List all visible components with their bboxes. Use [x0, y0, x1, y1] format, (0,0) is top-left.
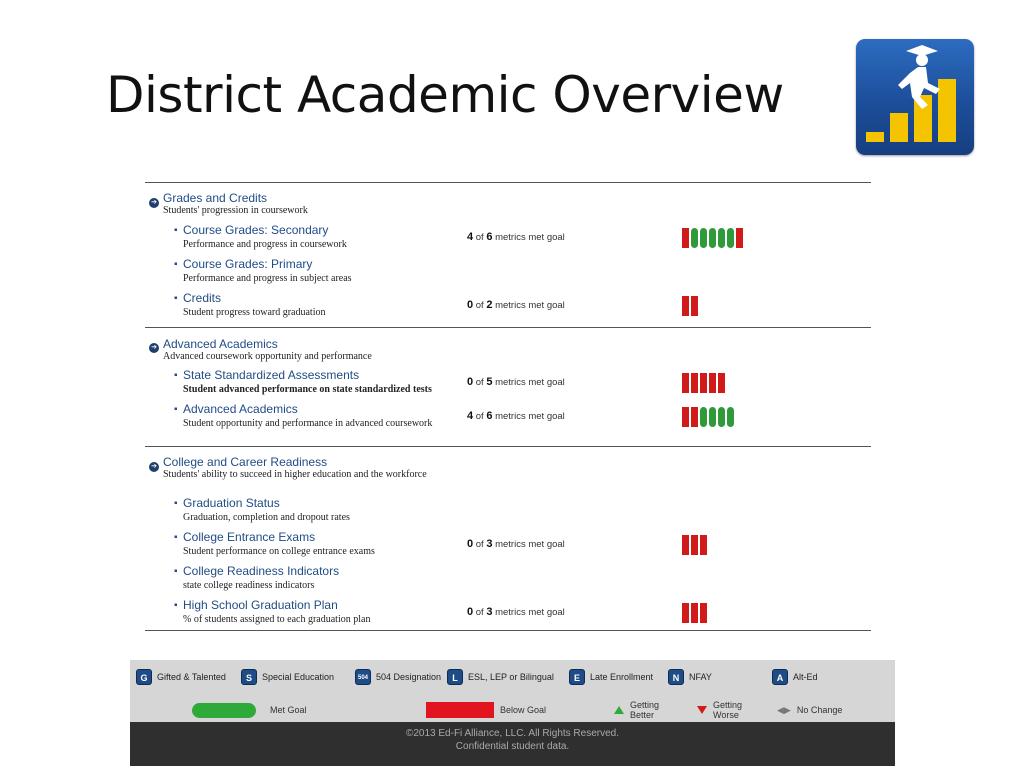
- section-title[interactable]: College and Career Readiness: [163, 455, 328, 469]
- below-goal-bar[interactable]: [700, 373, 707, 393]
- badge-label: Special Education: [262, 672, 335, 682]
- status-bars[interactable]: [682, 535, 707, 555]
- badge-label: Alt-Ed: [793, 672, 818, 682]
- metric-title-link[interactable]: College Entrance Exams: [183, 530, 316, 544]
- section-desc: Advanced coursework opportunity and performance: [163, 351, 372, 362]
- badge-alt-ed: [772, 669, 818, 685]
- below-goal-bar[interactable]: [700, 535, 707, 555]
- badge-label: Late Enrollment: [590, 672, 654, 682]
- met-count: 4: [467, 231, 474, 243]
- getting-worse-line2: Worse: [713, 710, 739, 720]
- below-goal-bar[interactable]: [682, 535, 689, 555]
- bullet-icon: ▪: [174, 225, 178, 236]
- total-count: 2: [486, 299, 493, 311]
- below-goal-bar[interactable]: [682, 603, 689, 623]
- below-goal-bar[interactable]: [718, 373, 725, 393]
- total-count: 5: [486, 376, 493, 388]
- badge-label: ESL, LEP or Bilingual: [468, 672, 554, 682]
- metrics-panel: [145, 182, 871, 631]
- status-key: [130, 698, 895, 722]
- metric-desc: Student advanced performance on state standardized tests: [183, 384, 432, 395]
- met-goal-bar[interactable]: [709, 407, 716, 427]
- met-goal-bar[interactable]: [700, 228, 707, 248]
- metric-count: [467, 410, 565, 422]
- key-label: No Change: [796, 705, 843, 715]
- badge-special-ed: [241, 669, 334, 685]
- bullet-icon: ▪: [174, 370, 178, 381]
- metric-title-link[interactable]: State Standardized Assessments: [183, 368, 360, 382]
- section-college-and-career-readiness: [145, 446, 871, 631]
- met-goal-swatch: [192, 703, 256, 718]
- metric-desc: Performance and progress in coursework: [183, 239, 347, 250]
- met-count: 0: [467, 538, 474, 550]
- footer: [130, 722, 895, 766]
- badge-s-icon: S: [241, 669, 257, 685]
- key-no-change: [777, 698, 842, 722]
- met-goal-bar[interactable]: [691, 228, 698, 248]
- key-label: [630, 700, 659, 720]
- metric-row: [145, 366, 871, 400]
- key-label: [713, 700, 742, 720]
- status-bars[interactable]: [682, 407, 734, 427]
- metric-suffix: metrics met goal: [492, 539, 565, 550]
- total-count: 6: [486, 410, 493, 422]
- below-goal-bar[interactable]: [682, 373, 689, 393]
- status-bars[interactable]: [682, 228, 743, 248]
- metric-suffix: metrics met goal: [492, 607, 565, 618]
- met-goal-bar[interactable]: [727, 228, 734, 248]
- bullet-icon: ▪: [174, 600, 178, 611]
- below-goal-bar[interactable]: [691, 603, 698, 623]
- triangle-up-icon: [614, 706, 624, 714]
- key-met-goal: [192, 698, 307, 722]
- badge-late-enrollment: [569, 669, 653, 685]
- met-goal-bar[interactable]: [718, 407, 725, 427]
- met-count: 0: [467, 299, 474, 311]
- metric-count: [467, 299, 565, 311]
- getting-better-line1: Getting: [630, 700, 660, 710]
- metric-row: [145, 255, 871, 289]
- below-goal-bar[interactable]: [709, 373, 716, 393]
- below-goal-bar[interactable]: [691, 373, 698, 393]
- metric-suffix: metrics met goal: [492, 377, 565, 388]
- section-title[interactable]: Advanced Academics: [163, 337, 278, 351]
- met-goal-bar[interactable]: [718, 228, 725, 248]
- bullet-icon: ▪: [174, 259, 178, 270]
- section-title[interactable]: Grades and Credits: [163, 191, 268, 205]
- no-change-icon: ◀▶: [777, 704, 791, 715]
- key-below-goal: [426, 698, 546, 722]
- metric-count: [467, 376, 565, 388]
- metric-desc: Student opportunity and performance in advanced coursework: [183, 418, 433, 429]
- met-count: 4: [467, 410, 474, 422]
- met-goal-bar[interactable]: [709, 228, 716, 248]
- designation-badges: [136, 669, 886, 687]
- section-header[interactable]: [145, 183, 871, 221]
- badge-gifted: [136, 669, 226, 685]
- metric-title-link[interactable]: Course Grades: Primary: [183, 257, 313, 271]
- badge-label: NFAY: [689, 672, 712, 682]
- badge-a-icon: A: [772, 669, 788, 685]
- met-count: 0: [467, 606, 474, 618]
- metric-row: [145, 221, 871, 255]
- getting-better-line2: Better: [630, 710, 655, 720]
- badge-n-icon: N: [668, 669, 684, 685]
- metric-title-link[interactable]: High School Graduation Plan: [183, 598, 338, 612]
- section-advanced-academics: [145, 327, 871, 446]
- badge-e-icon: E: [569, 669, 585, 685]
- triangle-down-icon: [697, 706, 707, 714]
- below-goal-bar[interactable]: [691, 535, 698, 555]
- metric-row: [145, 494, 871, 528]
- student-climbing-bars-icon: [856, 39, 974, 155]
- badge-g-icon: G: [136, 669, 152, 685]
- bullet-icon: ▪: [174, 566, 178, 577]
- metric-row: [145, 400, 871, 446]
- slide-title: District Academic Overview: [106, 66, 784, 124]
- section-desc: Students' ability to succeed in higher education and the workforce: [163, 469, 427, 480]
- key-label: Met Goal: [270, 705, 307, 715]
- badge-504: [355, 669, 441, 685]
- of-text: of: [473, 411, 487, 422]
- metric-title-link[interactable]: Graduation Status: [183, 496, 280, 510]
- legend-panel: [130, 660, 895, 766]
- metric-title-link[interactable]: Advanced Academics: [183, 402, 298, 416]
- metric-desc: Student performance on college entrance exams: [183, 546, 375, 557]
- key-getting-worse: [697, 698, 742, 722]
- met-goal-bar[interactable]: [700, 407, 707, 427]
- of-text: of: [473, 377, 487, 388]
- metric-desc: % of students assigned to each graduation plan: [183, 614, 371, 625]
- badge-504-icon: 504: [355, 669, 371, 685]
- expand-arrow-icon[interactable]: ➔: [149, 343, 159, 353]
- metric-desc: state college readiness indicators: [183, 580, 315, 591]
- total-count: 6: [486, 231, 493, 243]
- bullet-icon: ▪: [174, 293, 178, 304]
- below-goal-bar[interactable]: [682, 228, 689, 248]
- below-goal-bar[interactable]: [682, 407, 689, 427]
- badge-l-icon: L: [447, 669, 463, 685]
- metric-title-link[interactable]: Credits: [183, 291, 222, 305]
- copyright-text: ©2013 Ed-Fi Alliance, LLC. All Rights Reserved.: [405, 728, 620, 739]
- metric-desc: Graduation, completion and dropout rates: [183, 512, 350, 523]
- edfi-logo: [856, 39, 974, 155]
- expand-arrow-icon[interactable]: ➔: [149, 198, 159, 208]
- confidential-text: Confidential student data.: [455, 741, 570, 752]
- bullet-icon: ▪: [174, 532, 178, 543]
- key-label: Below Goal: [500, 705, 547, 715]
- bullet-icon: ▪: [174, 498, 178, 509]
- metric-suffix: metrics met goal: [492, 300, 565, 311]
- badge-esl: [447, 669, 554, 685]
- of-text: of: [473, 539, 487, 550]
- section-header[interactable]: [145, 447, 871, 494]
- metric-row: [145, 289, 871, 327]
- met-goal-bar[interactable]: [727, 407, 734, 427]
- metric-count: [467, 606, 565, 618]
- below-goal-bar[interactable]: [736, 228, 743, 248]
- metric-suffix: metrics met goal: [492, 232, 565, 243]
- below-goal-bar[interactable]: [691, 407, 698, 427]
- status-bars[interactable]: [682, 603, 707, 623]
- total-count: 3: [486, 538, 493, 550]
- section-grades-and-credits: [145, 182, 871, 327]
- key-getting-better: [614, 698, 659, 722]
- metric-title-link[interactable]: Course Grades: Secondary: [183, 223, 329, 237]
- of-text: of: [473, 300, 487, 311]
- metric-count: [467, 231, 565, 243]
- of-text: of: [473, 607, 487, 618]
- of-text: of: [473, 232, 487, 243]
- section-header[interactable]: [145, 328, 871, 366]
- metric-suffix: metrics met goal: [492, 411, 565, 422]
- metric-row: [145, 562, 871, 596]
- badge-label: 504 Designation: [376, 672, 442, 682]
- below-goal-bar[interactable]: [682, 296, 689, 316]
- met-count: 0: [467, 376, 474, 388]
- metric-row: [145, 528, 871, 562]
- metric-count: [467, 538, 565, 550]
- status-bars[interactable]: [682, 296, 698, 316]
- total-count: 3: [486, 606, 493, 618]
- below-goal-swatch: [426, 702, 494, 718]
- metric-row: [145, 596, 871, 631]
- section-desc: Students' progression in coursework: [163, 205, 308, 216]
- status-bars[interactable]: [682, 373, 725, 393]
- bullet-icon: ▪: [174, 404, 178, 415]
- badge-nfay: [668, 669, 712, 685]
- metric-title-link[interactable]: College Readiness Indicators: [183, 564, 340, 578]
- metric-desc: Performance and progress in subject areas: [183, 273, 352, 284]
- getting-worse-line1: Getting: [713, 700, 743, 710]
- below-goal-bar[interactable]: [700, 603, 707, 623]
- expand-arrow-icon[interactable]: ➔: [149, 462, 159, 472]
- metric-desc: Student progress toward graduation: [183, 307, 326, 318]
- badge-label: Gifted & Talented: [157, 672, 226, 682]
- below-goal-bar[interactable]: [691, 296, 698, 316]
